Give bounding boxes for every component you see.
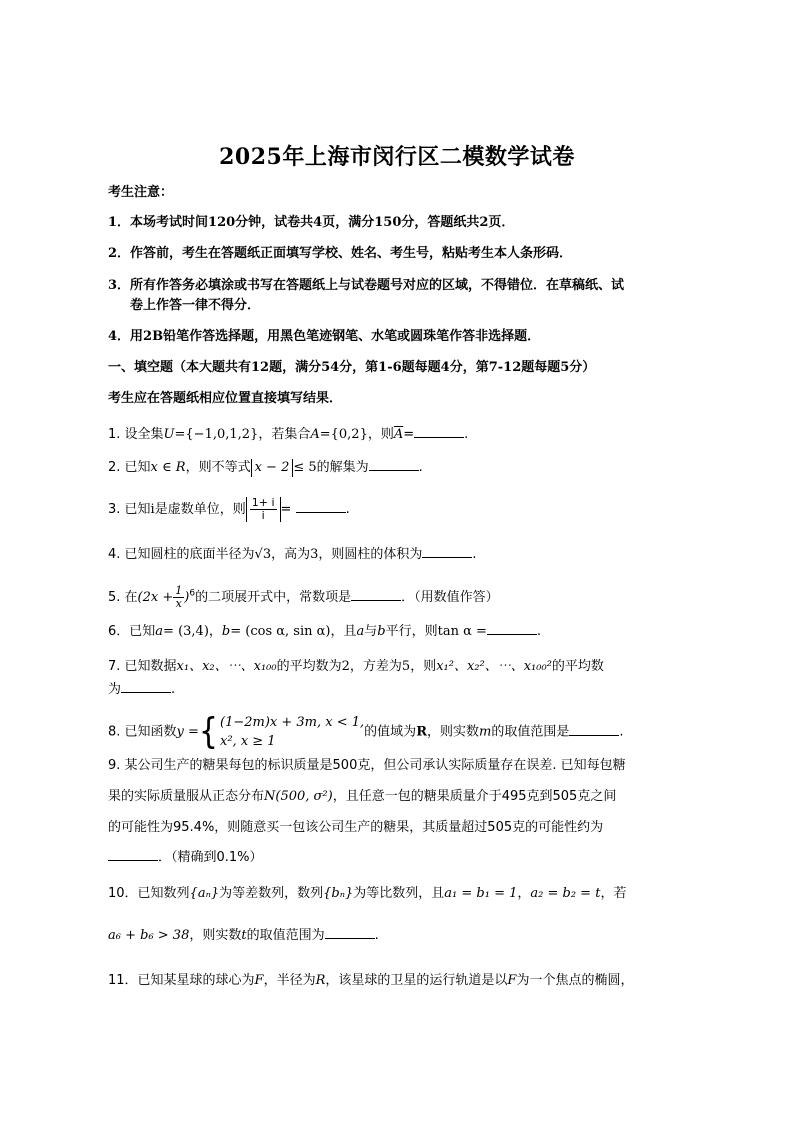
q5-paren: ) [184, 590, 190, 605]
q6-comma: ， [208, 624, 222, 639]
q10-seq-b: {bₙ} [323, 886, 354, 901]
q10-text-6: 的取值范围为 [246, 928, 325, 943]
q10-cond-2: a₂ = b₂ = t [530, 886, 601, 901]
q7-text-2: 的平均数为 [276, 659, 342, 674]
q9-end: ．（精确到0.1%） [158, 850, 263, 865]
q10-comma: ， [517, 886, 531, 901]
q8-case-2: x², x ≥ 1 [220, 734, 276, 749]
q10-text: 10．已知数列 [108, 886, 190, 901]
q5-exp: 6 [189, 588, 196, 599]
answer-blank[interactable] [325, 926, 375, 939]
q3-text-2: 是虚数单位，则 [154, 502, 246, 517]
q1-math-u: U [163, 427, 175, 442]
answer-blank[interactable] [569, 723, 619, 736]
q3-eq: = [280, 502, 292, 517]
q3-frac-den: i [261, 509, 265, 522]
q8-end: . [619, 724, 624, 740]
question-10-line-2 [108, 926, 379, 945]
q8-text-4: 的取值范围是 [491, 724, 570, 740]
q7-text: 7. 已知数据 [108, 659, 177, 674]
q8-m: m [479, 724, 492, 740]
q3-math-i: i [150, 502, 155, 517]
q8-reals: R [416, 724, 427, 740]
q10-text-5: ，则实数 [189, 928, 242, 943]
q4-sqrt: √3 [254, 547, 272, 562]
q1-math-complement: $\overline{A}$ [393, 427, 404, 442]
question-6 [108, 622, 541, 641]
q1-text: 1. 设全集 [108, 427, 164, 442]
q7-text-3: ，方差为 [349, 659, 402, 674]
q11-text-4: 为一个焦点的椭圆， [516, 973, 634, 988]
section-instruction: 考生应在答题纸相应位置直接填写结果． [108, 391, 343, 406]
q1-math-set: ={−1,0,1,2} [174, 427, 259, 442]
q5-text-2: 的二项展开式中，常数项是 [195, 590, 352, 605]
q4-text-3: ，则圆柱的体积为 [318, 547, 423, 562]
question-9-line-2 [108, 788, 616, 806]
q11-r: R [315, 973, 326, 988]
q1-math-a: A [310, 427, 320, 442]
q6-tan: tan α = [437, 624, 487, 639]
q1-text-2: ，若集合 [258, 427, 311, 442]
notice-item-3-cont: 卷上作答一律不得分． [130, 298, 261, 313]
q11-f: F [254, 973, 264, 988]
q4-text: 4. 已知圆柱的底面半径为 [108, 547, 255, 562]
q7-mean: 2 [341, 659, 350, 674]
q6-text-2: ，且 [330, 624, 357, 639]
q2-text-2: ，则不等式 [185, 460, 251, 475]
q5-end: ．（用数值作答） [401, 590, 499, 605]
q6-a-val: = (3,4) [163, 624, 209, 639]
q8-text-2: 的值域为 [364, 724, 417, 740]
notice-item-3: 3．所有作答务必填涂或书写在答题纸上与试卷题号对应的区域，不得错位．在草稿纸、试 [108, 278, 625, 293]
answer-blank[interactable] [487, 622, 537, 635]
q10-text-2: 为等差数列，数列 [219, 886, 324, 901]
question-5 [108, 585, 499, 610]
question-9-line-3: 的可能性为95.4%，则随意买一包该公司生产的糖果，其质量超过505克的可能性约为 [108, 820, 604, 835]
answer-blank[interactable] [369, 458, 419, 471]
q4-height: 3 [310, 547, 319, 562]
q5-text: 5. 在 [108, 590, 138, 605]
q11-text: 11．已知某星球的球心为 [108, 973, 255, 988]
question-11 [108, 972, 633, 990]
q10-t: t [241, 928, 247, 943]
q7-data: x₁、x₂、⋯、x₁₀₀ [176, 659, 277, 674]
q10-seq-a: {aₙ} [189, 886, 220, 901]
question-9: 9. 某公司生产的糖果每包的标识质量是500克，但公司承认实际质量存在误差. 已知每包糖 [108, 758, 626, 773]
q10-end: . [374, 928, 379, 943]
question-1 [108, 425, 468, 444]
answer-blank[interactable] [121, 680, 171, 693]
answer-blank[interactable] [108, 848, 158, 861]
q2-end: . [418, 460, 423, 475]
q2-math-x: x ∈ R [150, 460, 186, 475]
q3-frac-num: 1+ i [251, 496, 275, 509]
q3-end: . [345, 502, 350, 517]
answer-blank[interactable] [296, 500, 346, 513]
notice-item-4: 4．用2B铅笔作答选择题，用黑色笔迹钢笔、水笔或圆珠笔作答非选择题． [108, 329, 541, 344]
answer-blank[interactable] [351, 588, 401, 601]
q3-text: 3. 已知 [108, 502, 151, 517]
q1-eq: = [403, 427, 415, 442]
q6-vec-a2: a [356, 624, 365, 639]
q7-var: 5 [401, 659, 411, 674]
question-7-cont [108, 680, 175, 699]
q10-text-4: ，若 [600, 886, 627, 901]
q7-end: . [171, 682, 176, 697]
q11-text-3: ，该星球的卫星的运行轨道是以 [325, 973, 508, 988]
q8-text-3: ，则实数 [427, 724, 480, 740]
page-title: 2025年上海市闵行区二模数学试卷 [219, 144, 575, 170]
q5-frac-num: 1 [175, 584, 183, 597]
q10-ineq: a₆ + b₆ > 38 [108, 928, 190, 943]
q6-end: . [536, 624, 542, 639]
question-2 [108, 458, 423, 477]
q9-text-2: ，且任意一包的糖果质量介于495克到505克之间 [332, 789, 617, 804]
q7-squares: x₁²、x₂²、⋯、x₁₀₀² [436, 659, 552, 674]
q6-text-3: 与 [364, 624, 378, 639]
q2-abs: x − 2 [251, 459, 294, 477]
q8-case-1: (1−2m)x + 3m, x < 1, [220, 715, 365, 730]
q6-vec-b: b [221, 624, 231, 639]
q2-le: ≤ 5 [293, 460, 317, 475]
q8-text: 8. 已知函数 [108, 724, 177, 740]
q7-text-4: ，则 [410, 659, 437, 674]
question-4 [108, 545, 477, 564]
notice-item-1: 1．本场考试时间120分钟，试卷共4页，满分150分，答题纸共2页． [108, 215, 515, 230]
q5-binom: (2x + [137, 590, 174, 605]
notice-heading: 考生注意： [108, 185, 174, 200]
question-8 [108, 710, 624, 753]
q8-brace: { [198, 710, 219, 753]
q9-normal: N(500, σ²) [264, 789, 333, 804]
q2-text: 2. 已知 [108, 460, 151, 475]
q10-cond-1: a₁ = b₁ = 1 [444, 886, 518, 901]
q7-text-6: 为 [108, 682, 122, 697]
question-10 [108, 885, 626, 903]
q8-y: y = [176, 724, 199, 740]
q6-vec-a: a [155, 624, 164, 639]
q10-text-3: 为等比数列，且 [353, 886, 445, 901]
q1-end: . [464, 427, 469, 442]
q9-text: 果的实际质量服从正态分布 [108, 789, 265, 804]
q1-text-3: ，则 [367, 427, 394, 442]
answer-blank[interactable] [422, 545, 472, 558]
q4-end: . [472, 547, 477, 562]
section-heading: 一、填空题（本大题共有12题，满分54分，第1-6题每题4分，第7-12题每题5分） [108, 360, 596, 375]
q2-text-3: 的解集为 [316, 460, 369, 475]
notice-item-2: 2．作答前，考生在答题纸正面填写学校、姓名、考生号，粘贴考生本人条形码． [108, 246, 573, 261]
question-7 [108, 658, 604, 676]
q5-frac-den: x [175, 597, 182, 610]
q6-text-4: 平行，则 [385, 624, 438, 639]
q6-b-val: = (cos α, sin α) [230, 624, 331, 639]
question-3 [108, 497, 350, 522]
q6-text: 6．已知 [108, 624, 156, 639]
q7-text-5: 的平均数 [551, 659, 604, 674]
q4-text-2: ，高为 [271, 547, 311, 562]
q6-vec-b2: b [377, 624, 386, 639]
q1-math-aset: ={0,2} [319, 427, 368, 442]
q11-f2: F [507, 973, 517, 988]
question-9-line-4 [108, 848, 263, 867]
q11-text-2: ，半径为 [263, 973, 316, 988]
answer-blank[interactable] [414, 425, 464, 438]
